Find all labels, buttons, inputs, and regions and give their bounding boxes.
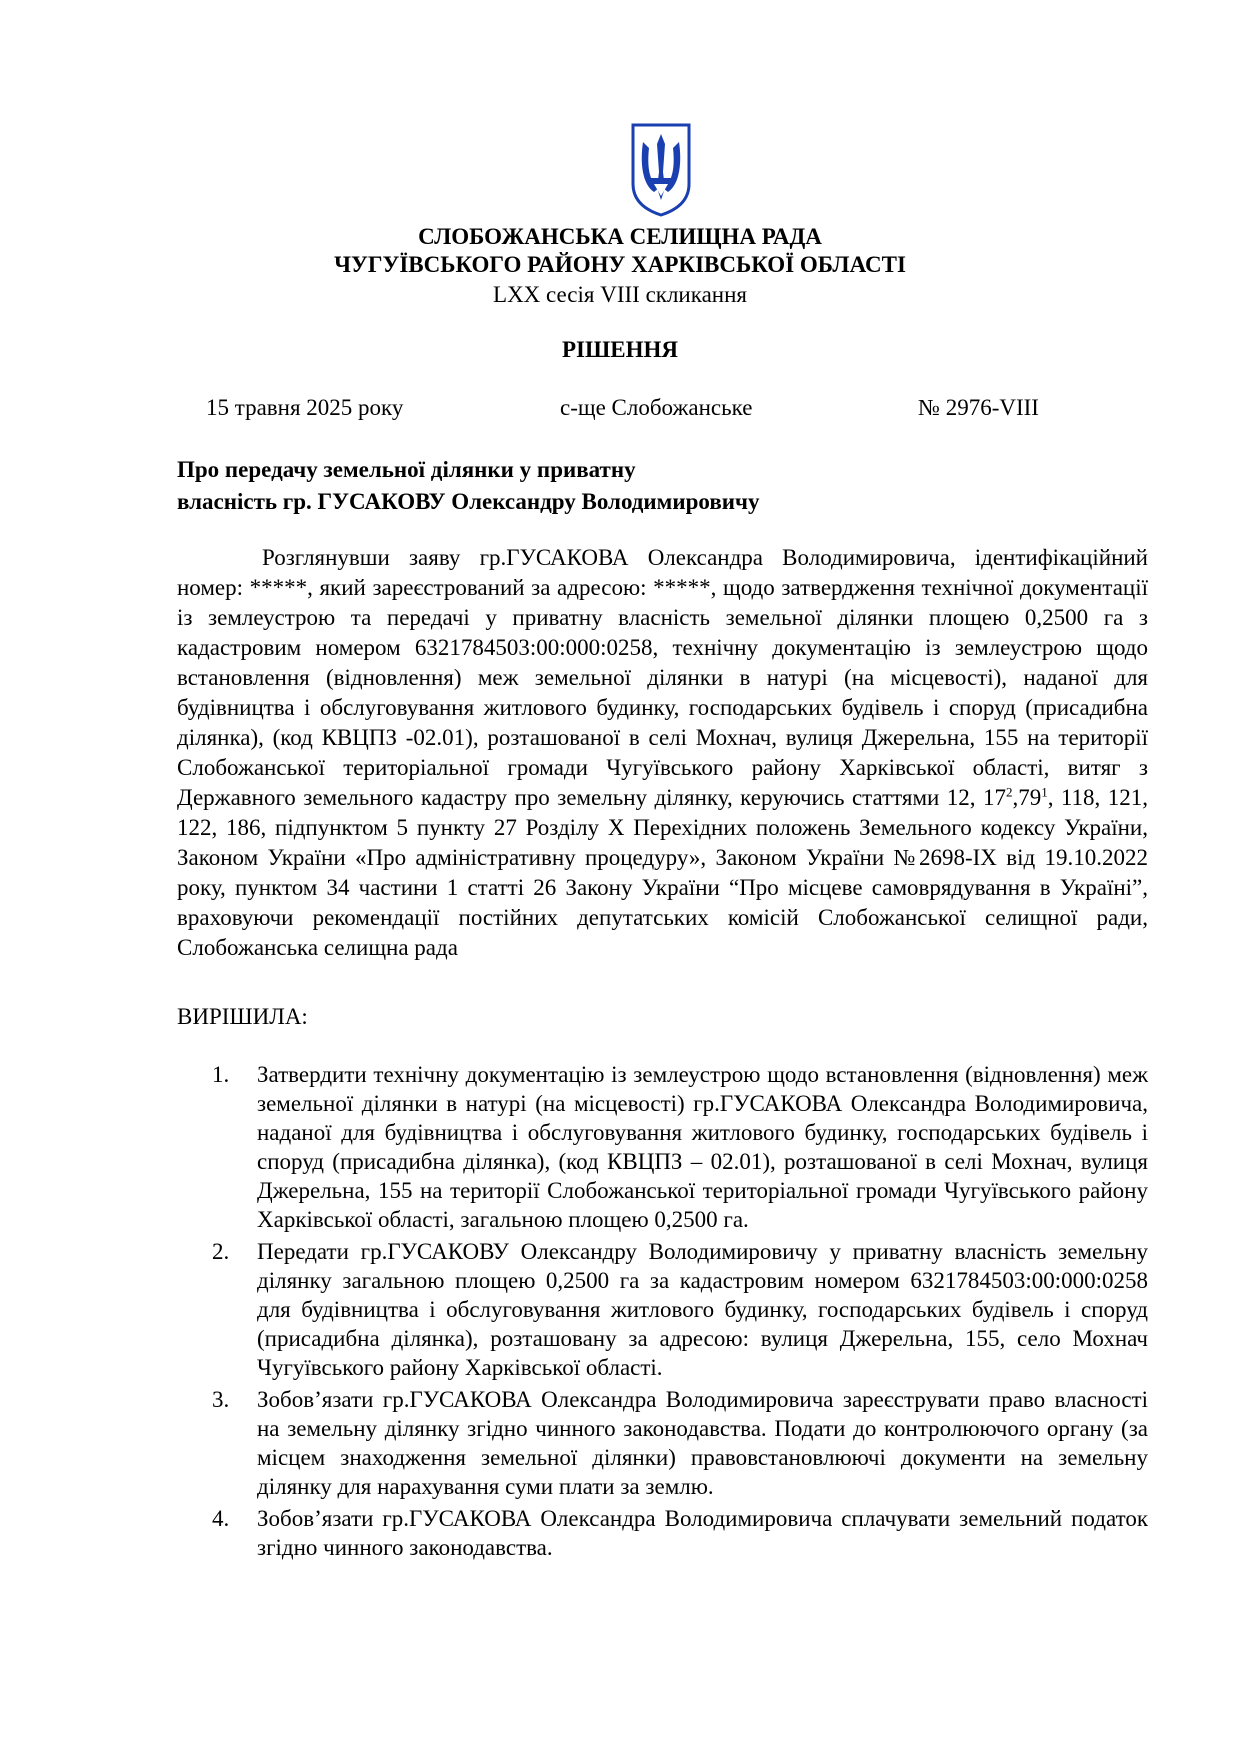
decision-number: № 2976-VIII [918, 395, 1039, 420]
decision-place: с-ще Слобожанське [560, 395, 753, 420]
preamble-text-part-1: Розглянувши заяву гр.ГУСАКОВА Олександра Володимировича, ідентифікаційний номер: *****, який зареєстрований за адресою: *****, щодо затвердження технічної документації із землеустрою та передачі у приватну власність земельної ділянки площею 0,2500 га з кадастровим номером 6321784503:00:000:0258, технічну документацію із землеустрою щодо встановлення (відновлення) меж земельної ділянки в натурі (на місцевості), наданої для будівництва і обслуговування житлового будинку, господарських будівель і споруд (присадибна ділянка), (код КВЦПЗ -02.01), розташованої в селі Мохнач, вулиця Джерельна, 155 на території Слобожанської територіальної громади Чугуївського району Харківської області, витяг з Державного земельного кадастру про земельну ділянку, керуючись статтями 12, 17 [177, 545, 1148, 810]
superscript-2: 2 [1005, 784, 1013, 800]
decision-subject [177, 454, 759, 518]
coat-of-arms-trident-icon [630, 122, 692, 218]
subject-line-2: власність гр. ГУСАКОВУ Олександру Володимировичу [177, 489, 760, 514]
preamble-paragraph [177, 543, 1148, 963]
item-number: 2. [212, 1239, 230, 1264]
decision-item-3 [177, 1385, 1148, 1501]
superscript-1: 1 [1041, 784, 1048, 800]
item-text: Зобов’язати гр.ГУСАКОВА Олександра Володимировича сплачувати земельний податок згідно чинного законодавства. [257, 1506, 1148, 1560]
document-type-title: РІШЕННЯ [562, 337, 678, 362]
decision-items-list [177, 1060, 1148, 1565]
item-text: Передати гр.ГУСАКОВУ Олександру Володимировичу у приватну власність земельну ділянку загальною площею 0,2500 га за кадастровим номером 6321784503:00:000:0258 для будівництва і обслуговування житлового будинку, господарських будівель і споруд (присадибна ділянка), розташовану за адресою: вулиця Джерельна, 155, село Мохнач Чугуївського району Харківської області. [257, 1239, 1148, 1380]
district-name: ЧУГУЇВСЬКОГО РАЙОНУ ХАРКІВСЬКОЇ ОБЛАСТІ [334, 252, 906, 277]
preamble-text-part-3: , 118, 121, 122, 186, підпунктом 5 пункту 27 Розділу X Перехідних положень Земельного кодексу України, Законом України «Про адміністративну процедуру», Законом України №2698-IX від 19.10.2022 року, пунктом 34 частини 1 статті 26 Закону України “Про місцеве самоврядування в Україні”, враховуючи рекомендації постійних депутатських комісій Слобожанської селищної ради, Слобожанська селищна рада [177, 785, 1148, 960]
item-number: 3. [212, 1387, 230, 1412]
subject-line-1: Про передачу земельної ділянки у приватну [177, 457, 636, 482]
decision-item-1 [177, 1060, 1148, 1234]
decision-item-2 [177, 1237, 1148, 1382]
preamble-text-part-2: ,79 [1012, 785, 1042, 810]
council-name: СЛОБОЖАНСЬКА СЕЛИЩНА РАДА [418, 224, 822, 249]
item-text: Зобов’язати гр.ГУСАКОВА Олександра Володимировича зареєструвати право власності на земельну ділянку згідно чинного законодавства. Подати до контролюючого органу (за місцем знаходження земельної ділянки) правовстановлюючі документи на земельну ділянку для нарахування суми плати за землю. [257, 1387, 1148, 1499]
decision-item-4 [177, 1504, 1148, 1562]
decided-label: ВИРІШИЛА: [177, 1004, 308, 1029]
item-text: Затвердити технічну документацію із землеустрою щодо встановлення (відновлення) меж земельної ділянки в натурі (на місцевості) гр.ГУСАКОВА Олександра Володимировича, наданої для будівництва і обслуговування житлового будинку, господарських будівель і споруд (присадибна ділянка), (код КВЦПЗ – 02.01), розташованої в селі Мохнач, вулиця Джерельна, 155 на території Слобожанської територіальної громади Чугуївського району Харківської області, загальною площею 0,2500 га. [257, 1062, 1148, 1232]
item-number: 1. [212, 1062, 230, 1087]
decision-date: 15 травня 2025 року [206, 395, 404, 420]
session-line: LXX сесія VIII скликання [493, 282, 747, 307]
item-number: 4. [212, 1506, 230, 1531]
